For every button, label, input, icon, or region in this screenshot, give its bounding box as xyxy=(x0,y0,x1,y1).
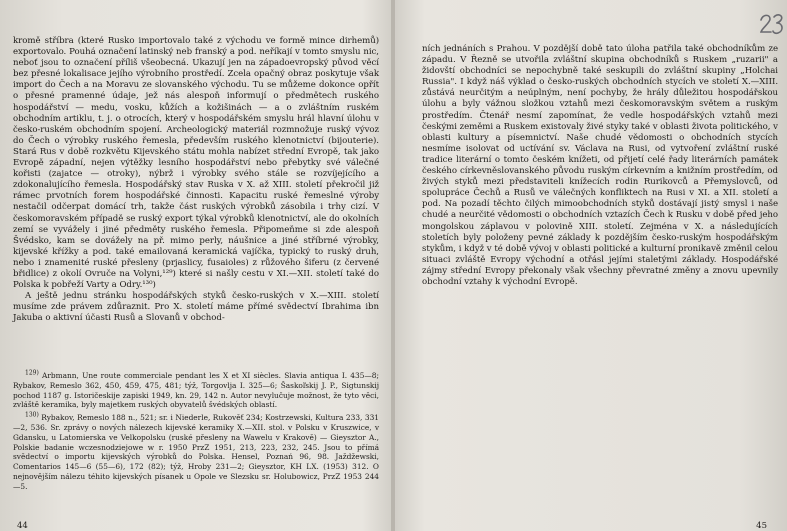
footnote-129 xyxy=(13,371,379,410)
right-page-body xyxy=(422,44,778,288)
handwritten-page-mark xyxy=(758,12,786,36)
footnote-number: 130) xyxy=(25,411,39,419)
left-page xyxy=(0,0,392,531)
footnote-130 xyxy=(13,413,379,491)
right-page xyxy=(394,0,787,531)
page-number-left: 44 xyxy=(17,521,28,531)
footnotes xyxy=(13,371,379,495)
left-page-body xyxy=(13,36,379,324)
left-paragraph-2: A ještě jednu stránku hospodářských styků česko-ruských v X.—XIII. století musíme zde právem zdůraznit. Pro X. století máme přímé svědectví Ibrahima ibn Jakuba o aktivní účasti Rusů a Slovanů v obchod- xyxy=(13,291,379,324)
footnote-text: Arbmann, Une route commerciale pendant les X et XI siècles. Slavia antiqua I. 435—8; Rybakov, Remeslo 362, 450, 459, 475, 481; týž, Torgovlja I. 325—6; Šaskoľskij J. P., Sigtunskij pochod 1187 g. Istoričeskije zapiski 1949, kn. 29, 142 n. Autor nevylučuje možnost, že tyto věci, zvláště keramika, byly majetkem ruských obyvatelů švédských oblastí. xyxy=(13,371,379,410)
right-paragraph-1: ních jednáních s Prahou. V pozdější době tato úloha patřila také obchodníkům ze západu. V Řezně se utvořila zvláštní skupina obchodníků s Ruskem „ruzarii" a židovští obchodníci se nepochybně také seskupili do zvláštní skupiny „Holchai Russia". I když náš výklad o česko-ruských obchodních stycích ve století X.—XIII. zůstává neurčitým a neúplným, není pochyby, že hrály důležitou hospodářskou úlohu a byly vážnou složkou vztahů mezi českomoravským světem a ruským prostředím. Čtenář nesmí zapomínat, že vedle hospodářských vztahů mezi českými zeměmi a Ruskem existovaly živé styky také v oblasti života politického, v oblasti kultury a písemnictví. Naše chudé vědomosti o obchodních stycích nesmíme isolovat od uctívání sv. Václava na Rusi, od vytvoření zvláštní ruské tradice literární o tomto českém knížeti, od přijetí celé řady literárních památek českého církevněslovanského původu ruským církevním a knižním prostředím, od živých styků mezi představiteli knížecích rodin Rurikovců a Přemyslovců, od spolupráce Čechů a Rusů ve válečných konfliktech na Rusi v XI. a XII. století a pod. Na pozadí těchto čilých mimoobchodních styků dostávají jistý smysl i naše chudé a neurčité vědomosti o obchodních vztazích Čech k Rusku v době před jeho mongolskou záplavou v polovině XIII. století. Zejména v X. a následujících stoletích byly položeny pevné základy k pozdějším česko-ruským hospodářským stykům, i když v té době vývoj v oblasti politické a kulturní pronikavě změnil celou situaci zvláště Evropy východní a otřásl jejími staletými základy. Hospodářské zájmy střední Evropy překonaly však všechny převratné změny a znovu upevnily obchodní vztahy k východní Evropě. xyxy=(422,44,778,287)
page-number-right: 45 xyxy=(756,521,767,531)
left-paragraph-1: kromě stříbra (které Rusko importovalo také z východu ve formě mince dirhemů) exportovalo. Pouhá označení latinský neb franský a pod. neříkají v tomto smyslu nic, neboť jsou to označení příliš všeobecná. Ukazují jen na západoevropský původ věcí bez přesné lokalisace jejího výrobního prostředí. Zcela opačný obraz poskytuje však import do Čech a na Moravu ze slovanského východu. Tu se můžeme dokonce opřít o přesné pramenné údaje, jež nás alespoň informují o předmětech ruského hospodářství — medu, vosku, kůžích a kožišinách — a o zvláštním ruském obchodním artiklu, t. j. o otrocích, který v hospodářském smyslu hrál hlavní úlohu v česko-ruském obchodním spojení. Archeologický materiál rozmnožuje ruský vývoz do Čech o výrobky ruského řemesla, především ruského klenotnictví (bijouterie). Stará Rus v době rozkvětu Kijevského státu mohla nabízet střední Evropě, tak jako Evropě západní, nejen výtěžky lesního hospodářství nebo přebytky své válečné kořisti (zajatce — otroky), nýbrž i výrobky svého stále se rozvíjejícího a zdokonalujícího řemesla. Hospodářský stav Ruska v X. až XIII. století překročil již rámec prvotních forem hospodářské činnosti. Kapacitu ruské řemeslné výroby nestačil odčerpat domácí trh, takže část ruských výrobků zásobila i trhy cizí. V českomoravském případě se ruský export týkal výrobků klenotnictví, ale do okolních zemí se vyvážely i jiné předměty ruského řemesla. Připomeňme si zde alespoň Švédsko, kam se dovážely na př. mimo perly, náušnice a jiné stříbrné výrobky, kijevské křížky a pod. také emailovaná keramická vajíčka, typický to ruský druh, nebo i znamenité ruské přesleny (prjaslicy, fusaioles) z růžového šiferu (z červené břidlice) z okolí Ovruče na Volyni,¹²⁹) které si našly cestu v XI.—XII. století také do Polska k pobřeží Varty a Odry.¹³⁰) xyxy=(13,36,379,291)
footnote-text: Rybakov, Remeslo 188 n., 521; sr. i Niederle, Rukověť 234; Kostrzewski, Kultura 233, 331—2, 536. Sr. zprávy o nových nálezech kijevské keramiky X.—XII. stol. v Polsku v Kruszwice, v Gdansku, u Latomierska ve Velkopolsku (ruské přesleny na Wawelu v Krakově) — Gieysztor A., Polskie badanie wczesnodziejowe w r. 1950 PrzZ 1951, 213, 223, 232, 245. Jsou to přímá svědectví o importu kijevských výrobků do Polska. Hensel, Poznań 96, 98. Jaždžewski, Comentarios 145—6 (55—6), 172 (82); týž, Hroby 231—2; Gieysztor, KH LX. (1953) 312. O nejnovějším nálezu téhito kijevských písanek u Opole ve Slezsku sr. Holubowicz, PrzZ 1953 244—5. xyxy=(13,413,379,491)
footnote-number: 129) xyxy=(25,369,39,377)
